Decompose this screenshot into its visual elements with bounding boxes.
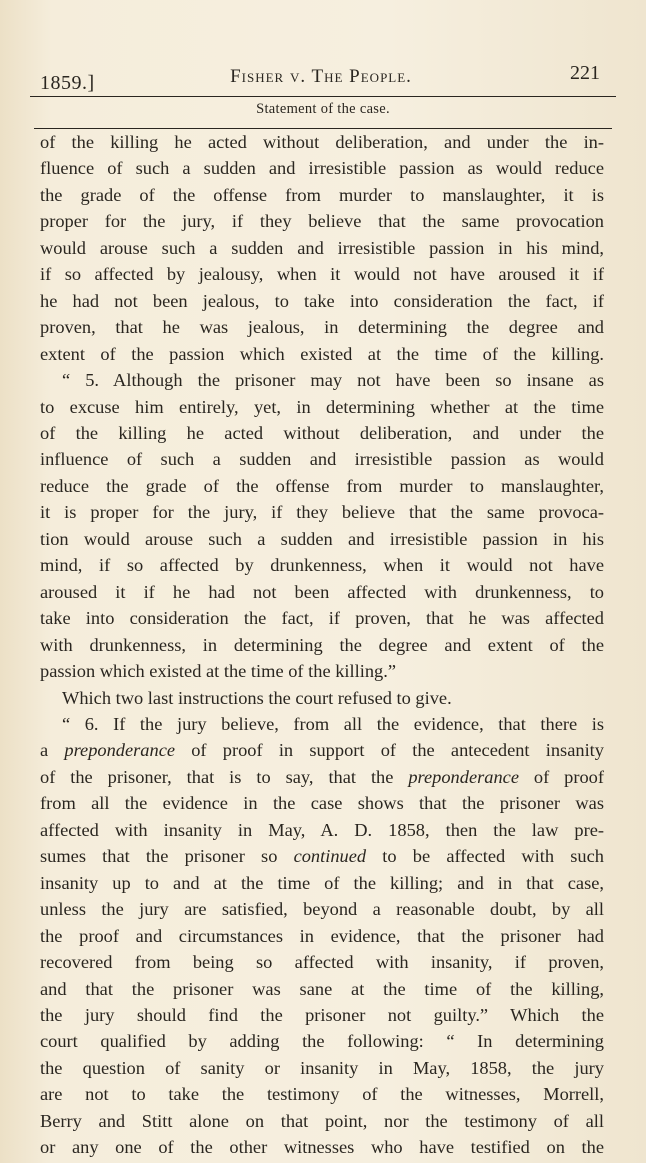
text-line: the proof and circumstances in evidence, that the prisoner had [40, 925, 604, 946]
text-line: unless the jury are satisfied, beyond a reasonable doubt, by all [40, 899, 604, 920]
text-line: the grade of the offense from murder to manslaughter, it is [40, 184, 604, 205]
text-line: recovered from being so affected with insanity, if proven, [40, 952, 604, 973]
text-line [40, 843, 604, 869]
italic-term: continued [293, 846, 367, 867]
text-line: or any one of the other witnesses who have testified on the [40, 1137, 604, 1158]
text-line [40, 737, 604, 763]
text-line: from all the evidence in the case shows that the prisoner was [40, 793, 604, 814]
text-line [40, 764, 604, 790]
text-line: of the killing he acted without deliberation, and under the [40, 422, 604, 443]
text-line: mind, if so affected by drunkenness, when it would not have [40, 555, 604, 576]
text-segment: to be affected with such [366, 846, 604, 867]
text-line: passion which existed at the time of the killing.” [40, 661, 396, 682]
text-line: insanity up to and at the time of the killing; and in that case, [40, 872, 604, 893]
text-line: Berry and Stitt alone on that point, nor the testimony of all [40, 1110, 604, 1131]
text-line: and that the prisoner was sane at the time of the killing, [40, 978, 604, 999]
text-segment: of the prisoner, that is to say, that the [40, 766, 409, 787]
section-subhead: Statement of the case. [256, 101, 390, 117]
text-segment: sumes that the prisoner so [40, 846, 294, 867]
text-segment: of proof [518, 766, 604, 787]
text-line: take into consideration the fact, if proven, that he was affected [40, 608, 604, 629]
text-line: the jury should find the prisoner not guilty.” Which the [40, 1004, 604, 1025]
text-line: with drunkenness, in determining the degree and extent of the [40, 634, 604, 655]
text-line: he had not been jealous, to take into consideration the fact, if [40, 290, 604, 311]
running-head [40, 62, 602, 92]
italic-term: preponderance [64, 740, 176, 761]
text-line: “ 5. Although the prisoner may not have been so insane as [62, 370, 604, 391]
body-text [40, 129, 604, 1161]
text-line: affected with insanity in May, A. D. 1858, then the law pre- [40, 819, 604, 840]
text-line: are not to take the testimony of the witnesses, Morrell, [40, 1084, 604, 1105]
text-line: “ 6. If the jury believe, from all the evidence, that there is [62, 713, 604, 734]
text-line: if so affected by jealousy, when it would not have aroused it if [40, 264, 604, 285]
page-number: 221 [570, 62, 600, 84]
text-line: of the killing he acted without deliberation, and under the in- [40, 132, 604, 152]
text-line: Which two last instructions the court refused to give. [62, 687, 452, 708]
case-title: Fisher v. The People. [230, 66, 412, 87]
text-line: fluence of such a sudden and irresistible passion as would reduce [40, 158, 604, 179]
italic-term: preponderance [408, 766, 519, 787]
text-line: to excuse him entirely, yet, in determining whether at the time [40, 396, 604, 417]
text-line: would arouse such a sudden and irresistible passion in his mind, [40, 237, 604, 258]
year-bracket: 1859.] [40, 72, 95, 94]
text-line: tion would arouse such a sudden and irresistible passion in his [40, 528, 604, 549]
text-line: it is proper for the jury, if they believe that the same provoca- [40, 502, 604, 523]
text-segment: of proof in support of the antecedent insanity [175, 740, 604, 761]
text-line: reduce the grade of the offense from murder to manslaughter, [40, 475, 604, 496]
text-line: proven, that he was jealous, in determining the degree and [40, 317, 604, 338]
text-line: court qualified by adding the following: “ In determining [40, 1031, 604, 1052]
text-line: influence of such a sudden and irresistible passion as would [40, 449, 604, 470]
text-line: the question of sanity or insanity in May, 1858, the jury [40, 1057, 604, 1078]
text-line: extent of the passion which existed at the time of the killing. [40, 343, 604, 364]
text-line: aroused it if he had not been affected with drunkenness, to [40, 581, 604, 602]
header-rule [30, 96, 616, 97]
text-segment: a [40, 740, 65, 761]
text-line: proper for the jury, if they believe that the same provocation [40, 211, 604, 232]
